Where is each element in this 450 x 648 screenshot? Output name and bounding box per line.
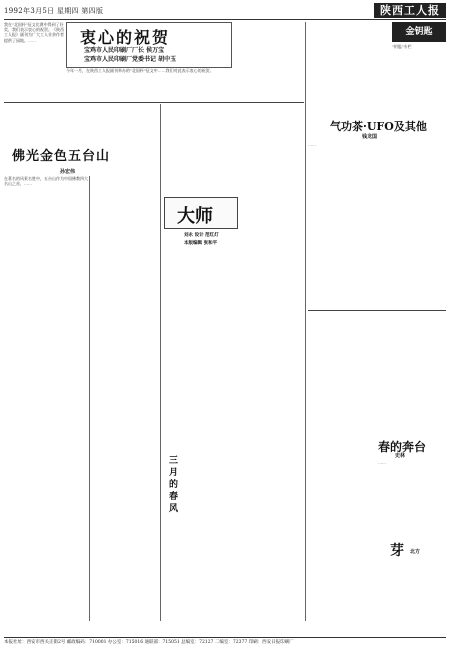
column-rule bbox=[160, 104, 161, 621]
right-text1 bbox=[308, 22, 388, 117]
article3-body: …… bbox=[308, 142, 316, 147]
mid-text3 bbox=[232, 104, 304, 448]
article3-author: 钱龙国 bbox=[362, 134, 378, 140]
column-rule bbox=[305, 22, 306, 621]
article3-title: 气功茶·UFO及其他 bbox=[330, 120, 427, 133]
article1-body: 在著名的风景名胜中，五台山作为中国佛教四大名山之首，…… bbox=[4, 176, 88, 187]
congrats-title: 衷心的祝贺 bbox=[80, 28, 171, 47]
mid-text2 bbox=[163, 248, 231, 448]
article1-body-col2 bbox=[92, 176, 158, 621]
art-title: 大师 bbox=[177, 206, 213, 227]
article4-title: 春的奔台 bbox=[378, 440, 427, 454]
article5-title: 芽 bbox=[390, 543, 404, 559]
article4-body: …… bbox=[378, 460, 386, 465]
right-text4 bbox=[378, 314, 446, 434]
article1-title: 佛光金色五台山 bbox=[12, 149, 111, 164]
article2-title: 三月的春风 bbox=[167, 455, 177, 515]
right-text5 bbox=[308, 438, 376, 621]
congrats-author2: 宝鸡市人民印刷厂党委书记 胡中玉 bbox=[84, 56, 177, 63]
page-footer: 本报社址：西安市西关正街2号 邮政编码：710001 办公室：715016 通联部：715051 总编室：72127 二编室：72377 印刷：西安日报印刷厂 bbox=[4, 637, 446, 647]
art-illustration bbox=[164, 197, 238, 229]
column-rule bbox=[89, 176, 90, 621]
intro-text: 我在"北国杯"征文比赛中得到了好奖，我们表示衷心的祝贺。《陕西工人报》副刊为广大工人业余作者提供了园地。…… bbox=[4, 22, 64, 43]
article5-author: 北方 bbox=[410, 549, 421, 555]
divider bbox=[4, 102, 304, 103]
right-text2: "钥匙"专栏 bbox=[392, 44, 412, 49]
congrats-author1: 宝鸡市人民印刷厂厂长 侯万宝 bbox=[84, 47, 165, 54]
article1-author: 孙宏伟 bbox=[60, 169, 76, 175]
divider bbox=[308, 310, 446, 311]
issue-date: 1992年3月5日 星期四 第四版 bbox=[4, 7, 104, 15]
right-text3 bbox=[308, 314, 376, 434]
mid-text bbox=[163, 104, 231, 196]
page-header bbox=[4, 3, 446, 20]
article1-lead bbox=[4, 104, 64, 144]
art-caption: 刘永 设计 范红灯 bbox=[184, 233, 219, 238]
congrats-body-cont bbox=[232, 22, 302, 100]
art-caption2: 本版编辑 张和平 bbox=[184, 241, 218, 246]
right-logo: 金钥匙 bbox=[392, 22, 446, 42]
masthead: 陕西工人报 bbox=[374, 3, 446, 18]
article4-author: 史林 bbox=[395, 453, 406, 459]
article2-body bbox=[180, 452, 304, 621]
congrats-body: 今年一月，在陕西工人报副刊举办的"北国杯"征文中……我们对此表示衷心的祝贺。 bbox=[66, 68, 214, 73]
article3-body-col2 bbox=[378, 142, 446, 308]
